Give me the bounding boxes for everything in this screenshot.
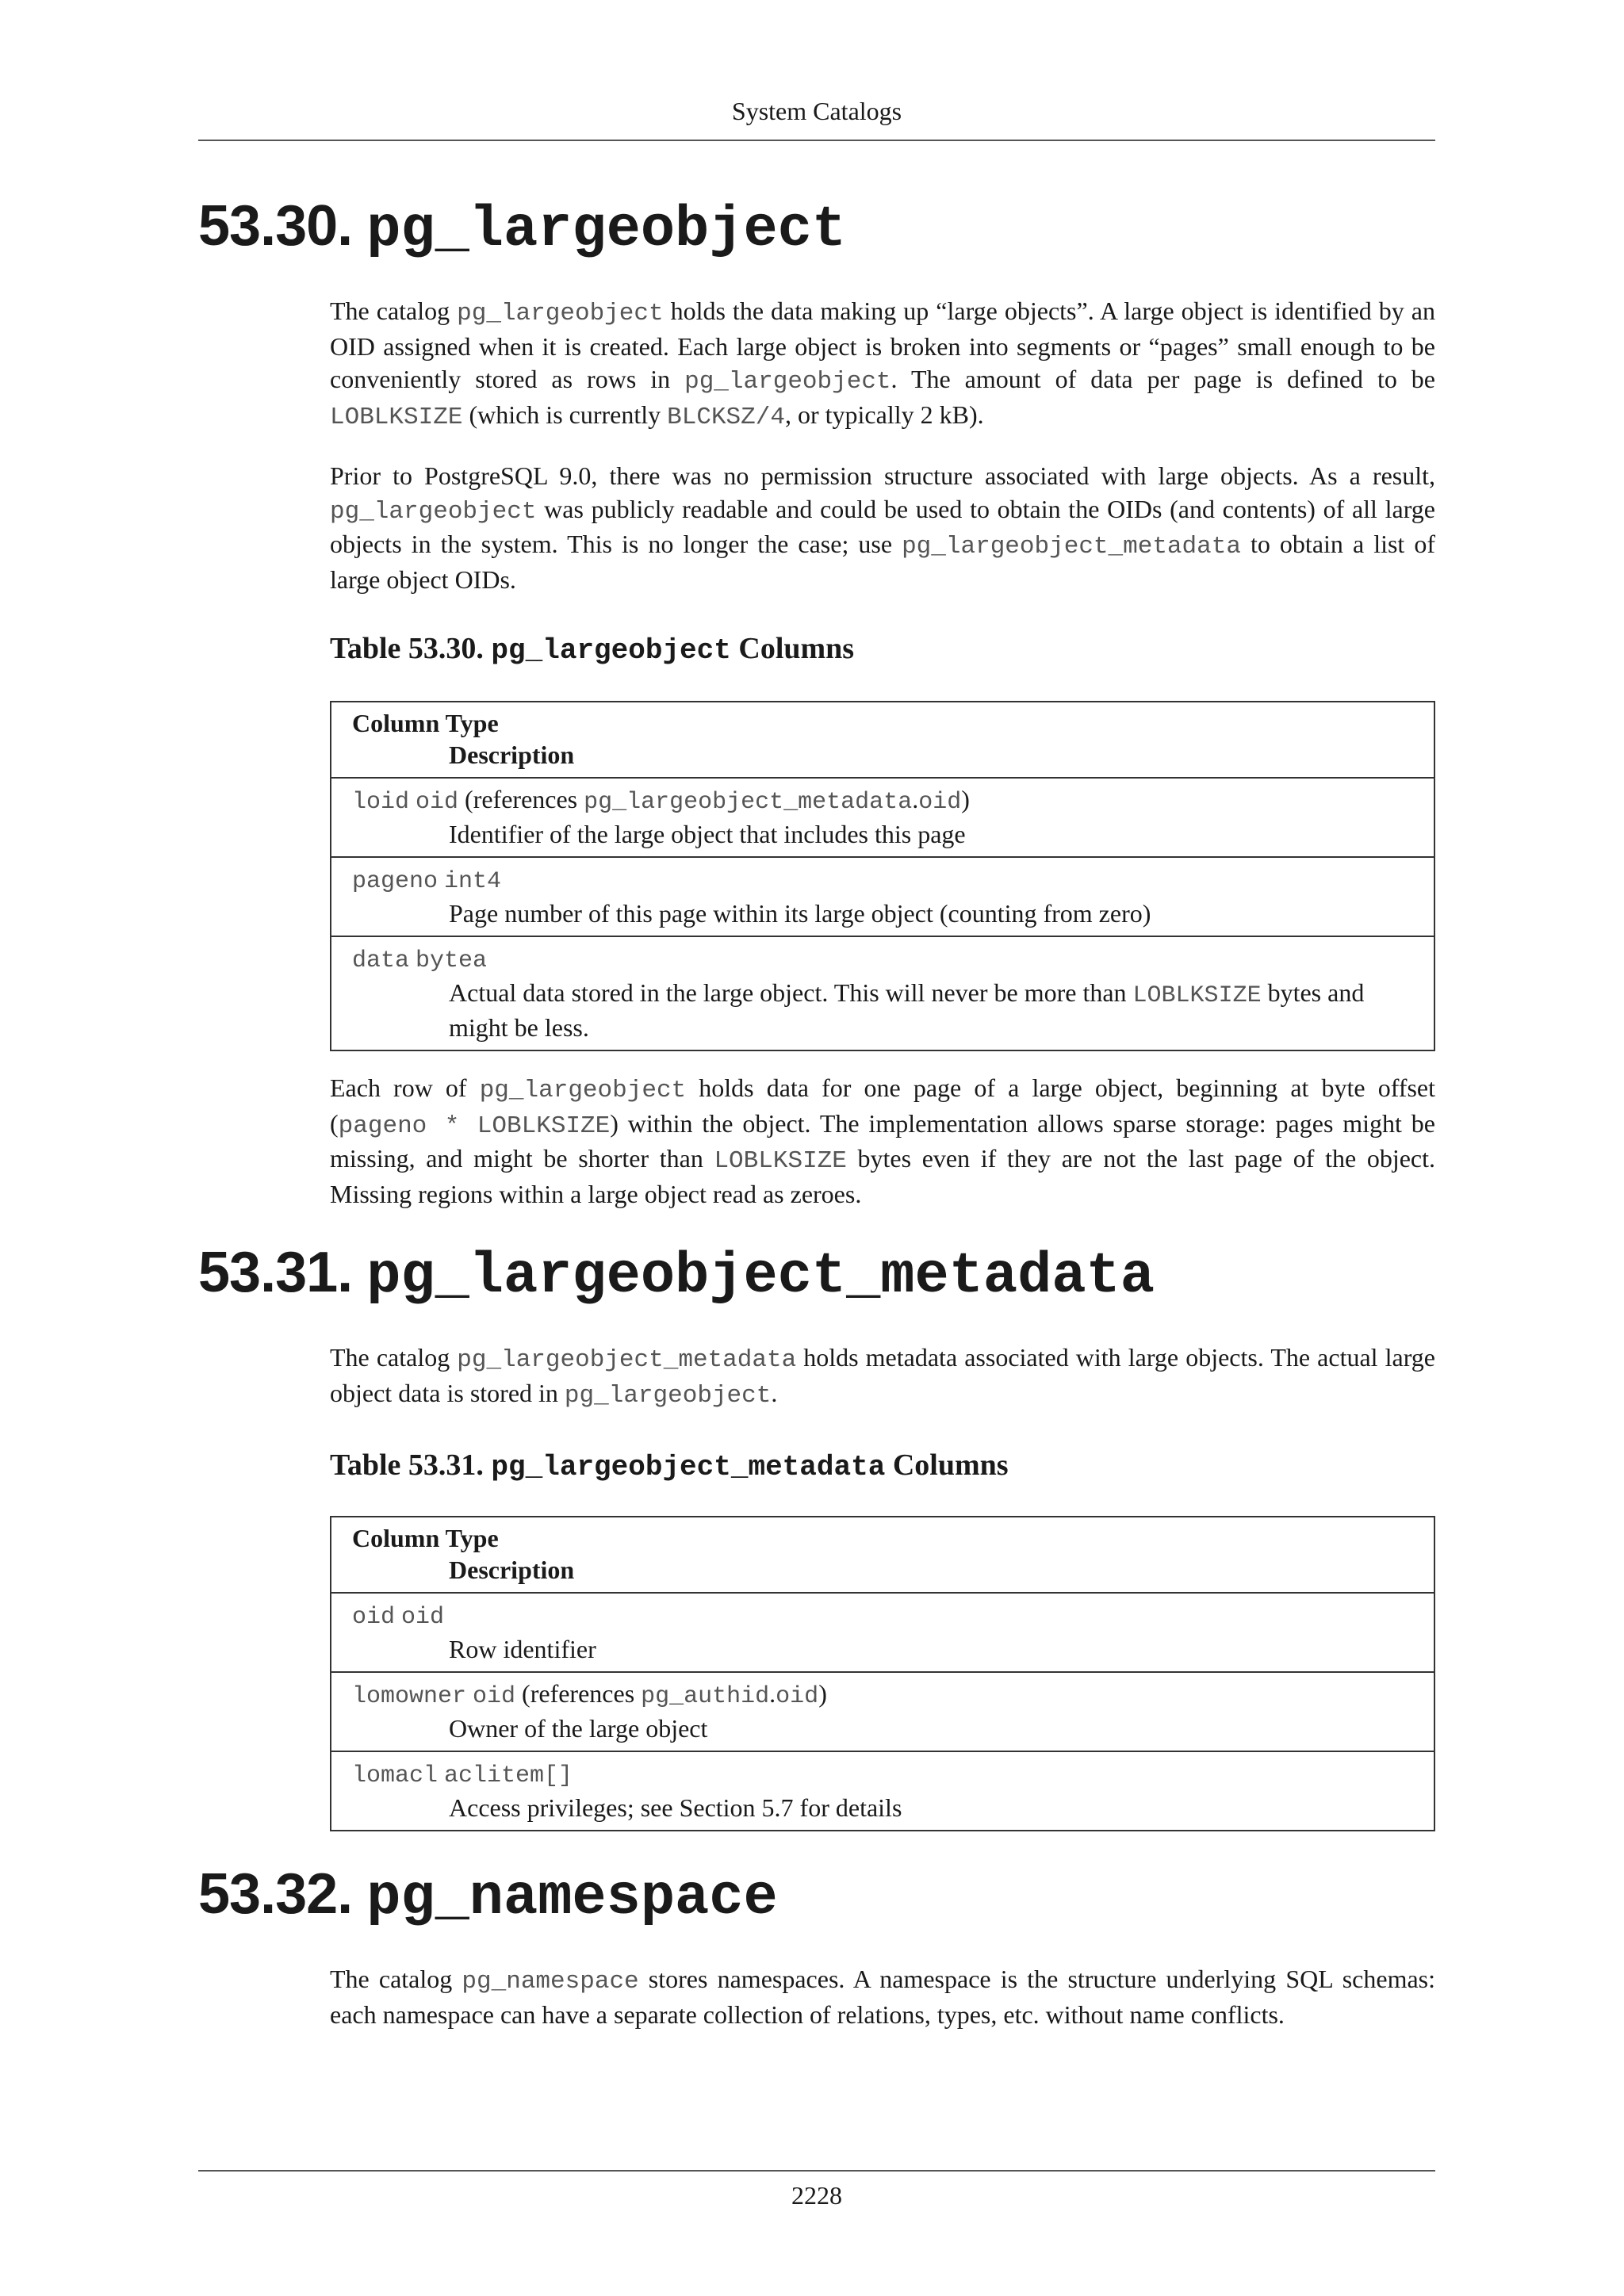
code-term: pg_largeobject bbox=[491, 634, 731, 667]
paragraph-largeobject-intro bbox=[330, 295, 1435, 434]
code-term: LOBLKSIZE bbox=[1132, 982, 1262, 1009]
table-row bbox=[331, 1751, 1434, 1831]
text: bytes even if they are not the last page of the object. Missing regions within a large object read as zeroes. bbox=[330, 1144, 1435, 1208]
section-name: pg_largeobject bbox=[366, 197, 847, 262]
text: . bbox=[771, 1378, 778, 1407]
code-term: pg_largeobject bbox=[564, 1381, 772, 1410]
text: , or typically 2 kB). bbox=[784, 400, 984, 429]
text: The catalog bbox=[330, 1343, 458, 1372]
columns-table-metadata bbox=[330, 1516, 1435, 1831]
code-term: BLCKSZ/4 bbox=[667, 403, 785, 431]
column-description bbox=[449, 977, 1413, 1043]
code-term: pg_largeobject_metadata bbox=[902, 533, 1241, 561]
table-cell bbox=[331, 1751, 1434, 1831]
text: Each row of bbox=[330, 1073, 480, 1102]
code-term: pg_largeobject_metadata bbox=[457, 1346, 797, 1374]
column-type: oid bbox=[401, 1604, 445, 1631]
running-footer bbox=[198, 2170, 1435, 2210]
code-term: LOBLKSIZE bbox=[330, 403, 463, 431]
section-heading-pg-namespace bbox=[198, 1858, 778, 1934]
column-type: oid bbox=[473, 1683, 516, 1710]
column-name: data bbox=[352, 947, 410, 974]
text: Table 53.31. bbox=[330, 1448, 492, 1482]
table-row bbox=[331, 1593, 1434, 1672]
section-name: pg_namespace bbox=[366, 1866, 778, 1931]
table-cell bbox=[331, 936, 1434, 1050]
table-cell bbox=[331, 778, 1434, 857]
section-heading-pg-largeobject bbox=[198, 190, 846, 266]
paragraph-metadata-intro bbox=[330, 1341, 1435, 1412]
column-type: int4 bbox=[444, 868, 502, 895]
running-header bbox=[198, 95, 1435, 141]
text: bytes and might be less. bbox=[449, 978, 1365, 1042]
table-caption-largeobject bbox=[330, 631, 854, 667]
reference-column: oid bbox=[918, 789, 962, 816]
text: . bbox=[769, 1679, 776, 1708]
text: (references bbox=[458, 785, 584, 813]
column-name: pageno bbox=[352, 868, 439, 895]
reference-table: pg_authid bbox=[641, 1683, 770, 1710]
code-term: pageno * LOBLKSIZE bbox=[338, 1112, 611, 1140]
column-description: Row identifier bbox=[449, 1635, 596, 1663]
paragraph-largeobject-permissions bbox=[330, 460, 1435, 596]
header-description: Description bbox=[449, 1556, 575, 1584]
text: Actual data stored in the large object. This will never be more than bbox=[449, 978, 1133, 1007]
code-term: pg_largeobject_metadata bbox=[491, 1451, 886, 1483]
table-caption-metadata bbox=[330, 1448, 1009, 1483]
code-term: pg_largeobject bbox=[479, 1077, 687, 1104]
section-heading-pg-largeobject-metadata bbox=[198, 1237, 1155, 1312]
code-term: pg_largeobject bbox=[684, 368, 891, 396]
text: to obtain a list of large object OIDs. bbox=[330, 530, 1436, 594]
column-type: aclitem[] bbox=[444, 1762, 573, 1789]
column-description: Access privileges; see Section 5.7 for details bbox=[449, 1793, 902, 1822]
text: Columns bbox=[730, 632, 855, 665]
text: . The amount of data per page is defined to be bbox=[891, 365, 1435, 393]
table-row bbox=[331, 1672, 1434, 1751]
table-header-cell bbox=[331, 1517, 1434, 1593]
column-description: Page number of this page within its large object (counting from zero) bbox=[449, 899, 1151, 928]
section-number: 53.32. bbox=[198, 1862, 353, 1926]
table-header-cell bbox=[331, 702, 1434, 778]
running-header-title: System Catalogs bbox=[731, 97, 902, 125]
reference-table: pg_largeobject_metadata bbox=[584, 789, 913, 816]
section-number: 53.30. bbox=[198, 194, 353, 258]
text: . bbox=[912, 785, 919, 813]
text: (references bbox=[515, 1679, 642, 1708]
columns-table-largeobject bbox=[330, 701, 1435, 1051]
column-name: oid bbox=[352, 1604, 396, 1631]
section-name: pg_largeobject_metadata bbox=[366, 1244, 1155, 1309]
column-name: lomowner bbox=[352, 1683, 467, 1710]
text: was publicly readable and could be used to obtain the OIDs (and contents) of all large objects in the system. This is no longer the case; use bbox=[330, 494, 1435, 558]
page-number: 2228 bbox=[791, 2181, 842, 2210]
text: The catalog bbox=[330, 1965, 462, 1993]
table-row bbox=[331, 936, 1434, 1050]
table-cell bbox=[331, 1593, 1434, 1672]
text: ) bbox=[818, 1679, 827, 1708]
table-row bbox=[331, 778, 1434, 857]
header-column-type: Column Type bbox=[352, 1524, 499, 1552]
code-term: pg_largeobject bbox=[457, 300, 664, 327]
column-name: lomacl bbox=[352, 1762, 439, 1789]
paragraph-namespace-intro bbox=[330, 1963, 1435, 2031]
text: stores namespaces. A namespace is the structure underlying SQL schemas: each namespace can have a separate collection of relations, types, etc. without name conflicts. bbox=[330, 1965, 1436, 2029]
table-row bbox=[331, 857, 1434, 936]
table-cell bbox=[331, 1672, 1434, 1751]
column-type: oid bbox=[416, 789, 459, 816]
section-number: 53.31. bbox=[198, 1241, 353, 1304]
text: holds data for one page of a large object, beginning at byte offset ( bbox=[330, 1073, 1436, 1138]
text: Table 53.30. bbox=[330, 632, 492, 665]
text: holds metadata associated with large objects. The actual large object data is stored in bbox=[330, 1343, 1436, 1407]
paragraph-largeobject-rows bbox=[330, 1072, 1435, 1211]
table-header-row bbox=[331, 1517, 1434, 1593]
column-description: Owner of the large object bbox=[449, 1714, 708, 1743]
text: ) bbox=[961, 785, 970, 813]
table-cell bbox=[331, 857, 1434, 936]
header-column-type: Column Type bbox=[352, 709, 499, 737]
text: ) within the object. The implementation allows sparse storage: pages might be missing, and might be shorter than bbox=[330, 1108, 1435, 1173]
header-description: Description bbox=[449, 740, 575, 769]
table-header-row bbox=[331, 702, 1434, 778]
column-type: bytea bbox=[416, 947, 488, 974]
code-term: pg_largeobject bbox=[330, 497, 537, 526]
reference-column: oid bbox=[776, 1683, 819, 1710]
text: Columns bbox=[885, 1448, 1009, 1482]
code-term: pg_namespace bbox=[462, 1968, 639, 1996]
text: (which is currently bbox=[462, 400, 668, 429]
column-description: Identifier of the large object that includes this page bbox=[449, 820, 966, 848]
text: The catalog bbox=[330, 297, 458, 325]
text: holds the data making up “large objects”. A large object is identified by an OID assigned when it is created. Each large object is broken into segments or “pages” small enough to be conveniently stored as rows in bbox=[330, 297, 1436, 393]
text: Prior to PostgreSQL 9.0, there was no permission structure associated with large objects. As a result, bbox=[330, 461, 1435, 490]
column-name: loid bbox=[352, 789, 410, 816]
code-term: LOBLKSIZE bbox=[714, 1147, 847, 1175]
